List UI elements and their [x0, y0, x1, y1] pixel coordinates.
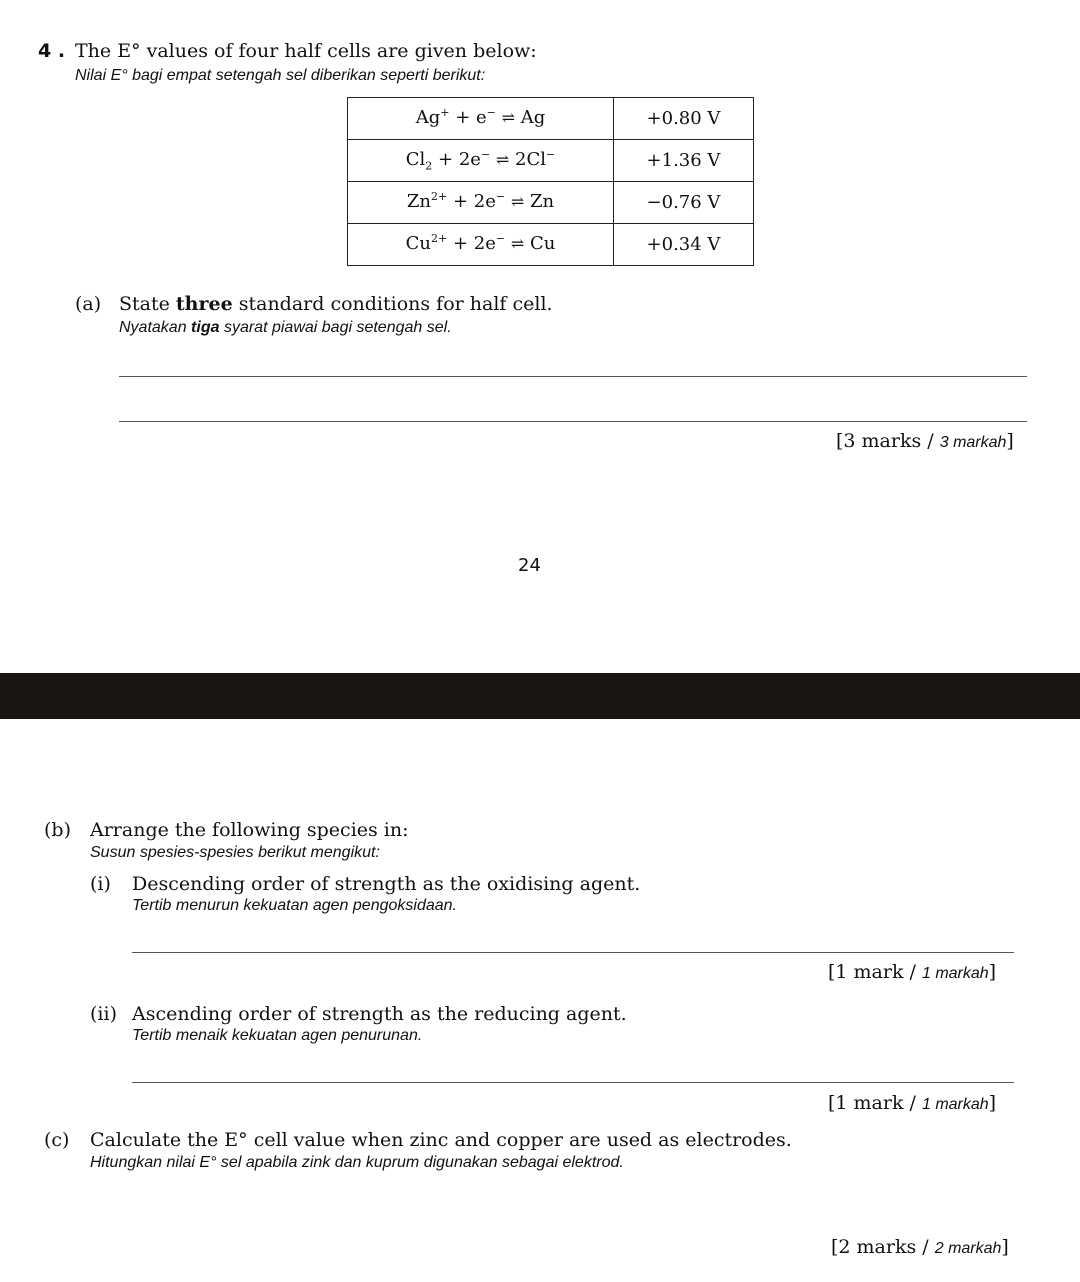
question-intro-en: The E° values of four half cells are given below:: [75, 40, 537, 62]
half-reaction-cell: $Cl_2 + 2e^-$ ⇌ 2Cl−: [348, 140, 614, 182]
half-reaction-cell: $Cu^{2+} + 2e^-$ ⇌ Cu: [348, 224, 614, 266]
part-b-ii-marks: [1 mark / 1 markah]: [828, 1092, 997, 1114]
page-number: 24: [518, 555, 541, 576]
e-value-cell: +0.34 V: [614, 224, 754, 266]
part-a-question: State three standard conditions for half cell.: [119, 293, 553, 315]
part-b-i-question: Descending order of strength as the oxidising agent.: [132, 873, 641, 895]
half-cell-row: [348, 98, 754, 140]
part-c-question-ms: Hitungkan nilai E° sel apabila zink dan kuprum digunakan sebagai elektrod.: [90, 1154, 624, 1171]
e-value-cell: −0.76 V: [614, 182, 754, 224]
answer-line-b-i[interactable]: [132, 952, 1014, 953]
part-b-question-ms: Susun spesies-spesies berikut mengikut:: [90, 844, 380, 861]
part-b-i-question-ms: Tertib menurun kekuatan agen pengoksidaan.: [132, 897, 457, 914]
answer-line-b-ii[interactable]: [132, 1082, 1014, 1083]
equilibrium-arrow-icon: ⇌: [510, 192, 525, 212]
answer-line-a1[interactable]: [119, 376, 1027, 377]
half-reaction-cell: Ag+ + e− ⇌ Ag: [348, 98, 614, 140]
question-number: 4 .: [38, 40, 66, 62]
part-a-label: (a): [75, 293, 102, 315]
part-b-ii-label: (ii): [90, 1003, 117, 1025]
equilibrium-arrow-icon: ⇌: [495, 150, 510, 170]
half-cell-row: [348, 140, 754, 182]
half-cell-row: [348, 224, 754, 266]
equilibrium-arrow-icon: ⇌: [510, 234, 525, 254]
part-c-question: Calculate the E° cell value when zinc and copper are used as electrodes.: [90, 1129, 792, 1151]
equilibrium-arrow-icon: ⇌: [501, 108, 516, 128]
part-b-label: (b): [44, 819, 71, 841]
part-c-label: (c): [44, 1129, 70, 1151]
part-c-marks: [2 marks / 2 markah]: [831, 1236, 1009, 1258]
answer-line-a2[interactable]: [119, 421, 1027, 422]
part-b-i-marks: [1 mark / 1 markah]: [828, 961, 997, 983]
part-b-question: Arrange the following species in:: [90, 819, 409, 841]
part-b-ii-question: Ascending order of strength as the reducing agent.: [132, 1003, 627, 1025]
half-cell-row: [348, 182, 754, 224]
question-intro-ms: Nilai E° bagi empat setengah sel diberikan seperti berikut:: [75, 67, 486, 84]
part-b-ii-question-ms: Tertib menaik kekuatan agen penurunan.: [132, 1027, 423, 1044]
part-b-i-label: (i): [90, 873, 111, 895]
e-value-cell: +1.36 V: [614, 140, 754, 182]
half-reaction-cell: $Zn^{2+} + 2e^-$ ⇌ Zn: [348, 182, 614, 224]
part-a-question-ms: Nyatakan tiga syarat piawai bagi setengah sel.: [119, 319, 452, 336]
half-cell-table: [347, 97, 754, 266]
page-divider-band: [0, 673, 1080, 719]
part-a-marks: [3 marks / 3 markah]: [836, 430, 1014, 452]
e-value-cell: +0.80 V: [614, 98, 754, 140]
